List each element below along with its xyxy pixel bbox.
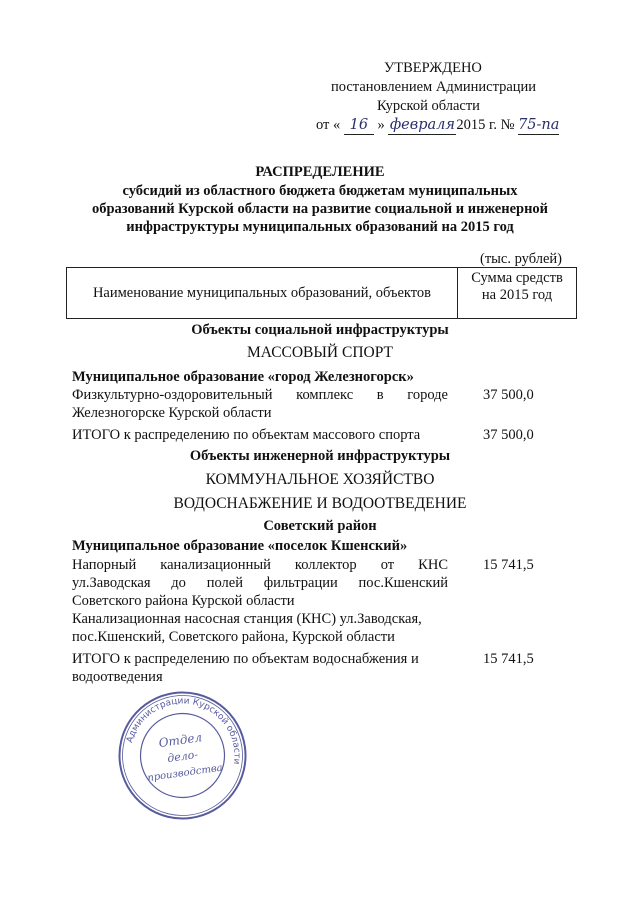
approval-region: Курской области: [377, 98, 480, 114]
document-heading: РАСПРЕДЕЛЕНИЕ: [255, 164, 385, 180]
total-water-label-line2: водоотведения: [72, 669, 163, 685]
object-sport-complex-line2: Железногорске Курской области: [72, 405, 272, 421]
section-engineering: Объекты инженерной инфраструктуры: [189, 448, 451, 464]
date-month: февраля: [389, 117, 455, 133]
column-header-name: Наименование муниципальных образований, объектов: [67, 268, 458, 319]
object-sport-complex-amount: 37 500,0: [483, 387, 534, 403]
object-collector-line1: Напорный канализационный коллектор от КНС: [72, 557, 448, 573]
object-water-amount: 15 741,5: [483, 557, 534, 573]
stamp-center-line1: Отдел: [157, 730, 203, 751]
total-water-label-line1: ИТОГО к распределению по объектам водоснабжения и: [72, 651, 419, 667]
document-subtitle-line2: образований Курской области на развитие социальной и инженерной: [91, 201, 549, 217]
municipality-kshensky: Муниципальное образование «поселок Кшенский»: [72, 538, 408, 554]
municipality-zheleznogorsk: Муниципальное образование «город Железногорск»: [72, 369, 414, 385]
stamp-center-line2: дело-: [166, 747, 199, 766]
approval-title: УТВЕРЖДЕНО: [384, 60, 482, 76]
stamp-ring-text: Администрации Курской области: [125, 696, 242, 765]
section-social: Объекты социальной инфраструктуры: [191, 322, 449, 338]
object-collector-line2: ул.Заводская до полей фильтрации пос.Кшенский: [72, 575, 448, 591]
date-day: 16: [344, 117, 374, 135]
document-subtitle-line3: инфраструктуры муниципальных образований на 2015 год: [126, 219, 514, 235]
document-number: 75-па: [518, 117, 560, 133]
district-sovetsky: Советский район: [263, 518, 377, 534]
subsection-mass-sport: МАССОВЫЙ СПОРТ: [246, 344, 393, 361]
document-subtitle-line1: субсидий из областного бюджета бюджетам муниципальных: [122, 183, 518, 199]
total-water-amount: 15 741,5: [483, 651, 534, 667]
total-mass-sport-label: ИТОГО к распределению по объектам массового спорта: [72, 427, 421, 443]
date-year: 2015 г. №: [456, 117, 515, 133]
object-pump-station-line2: пос.Кшенский, Советского района, Курской области: [72, 629, 395, 645]
total-mass-sport-amount: 37 500,0: [483, 427, 534, 443]
object-pump-station-line1: Канализационная насосная станция (КНС) ул.Заводская,: [72, 611, 422, 627]
units-label: (тыс. рублей): [480, 251, 562, 267]
date-prefix: от «: [316, 117, 341, 133]
table-header: [66, 267, 577, 319]
object-sport-complex-line1: Физкультурно-оздоровительный комплекс в городе: [72, 387, 448, 403]
subsection-utilities: КОММУНАЛЬНОЕ ХОЗЯЙСТВО: [205, 471, 435, 488]
official-stamp: [115, 688, 250, 823]
object-collector-line3: Советского района Курской области: [72, 593, 295, 609]
approval-date-line: [316, 117, 559, 135]
subsection-water: ВОДОСНАБЖЕНИЕ И ВОДООТВЕДЕНИЕ: [173, 495, 467, 512]
column-header-amount: Сумма средств на 2015 год: [458, 268, 577, 319]
approval-issuer: постановлением Администрации: [331, 79, 537, 95]
stamp-center-line3: производства: [146, 762, 224, 785]
date-mid: »: [377, 117, 385, 133]
